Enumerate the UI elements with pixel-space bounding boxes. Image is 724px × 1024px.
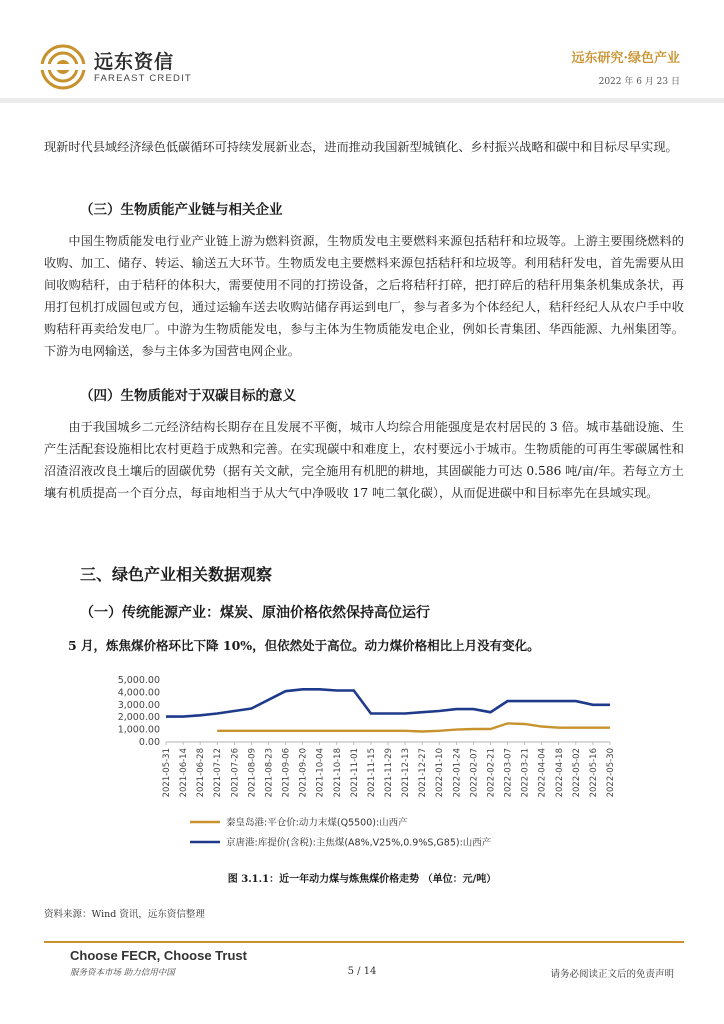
x-tick-label: 2022-04-04: [537, 748, 548, 798]
report-series-tag: 远东研究·绿色产业: [571, 51, 680, 66]
x-tick-label: 2022-04-18: [554, 748, 565, 798]
y-tick-label: 3,000.00: [117, 699, 160, 711]
x-tick-label: 2021-11-01: [349, 748, 360, 798]
heading-traditional-energy: （一）传统能源产业：煤炭、原油价格依然保持高位运行: [80, 605, 430, 621]
footer-slogan: Choose FECR, Choose Trust: [70, 948, 247, 963]
x-tick-label: 2021-09-06: [281, 748, 292, 798]
x-tick-label: 2022-02-21: [486, 748, 497, 798]
x-tick-label: 2022-05-16: [588, 748, 599, 798]
x-tick-label: 2022-03-07: [503, 748, 514, 798]
y-tick-label: 4,000.00: [117, 687, 160, 699]
x-tick-label: 2021-07-26: [230, 748, 241, 798]
y-tick-label: 5,000.00: [117, 675, 160, 686]
paragraph-biomass-chain: 中国生物质能发电行业产业链上游为燃料资源，生物质发电主要燃料来源包括秸秆和垃圾等。上游主要围绕燃料的收购、加工、储存、转运、输送五大环节。生物质发电主要燃料来源包括秸秆和垃圾等。利用秸秆发电，首先需要从田间收购秸秆，由于秸秆的体积大，需要使用不同的打捞设备，之后将秸秆打碎，把打碎后的秸秆用集条机集成条状，再用打包机打成圆包或方包，通过运输车送去收购站储存再运到电厂，参与者多为个体经纪人，秸秆经纪人从农户手中收购秸秆再卖给发电厂。中游为生物质能发电，参与主体为生物质能发电企业，例如长青集团、华西能源、九州集团等。下游为电网输送，参与主体多为国营电网企业。: [44, 234, 684, 358]
y-tick-label: 1,000.00: [117, 724, 160, 736]
x-tick-label: 2021-12-27: [418, 748, 429, 798]
x-tick-label: 2021-11-15: [366, 748, 377, 798]
x-tick-label: 2021-10-04: [315, 748, 326, 798]
x-tick-label: 2021-08-09: [247, 748, 258, 798]
page-number: 5 / 14: [347, 966, 377, 977]
footer-subslogan: 服务资本市场 助力信用中国: [70, 968, 175, 978]
paragraph-intro-end: 现新时代县域经济绿色低碳循环可持续发展新业态，进而推动我国新型城镇化、乡村振兴战略和碳中和目标尽早实现。: [44, 140, 678, 154]
x-tick-label: 2021-12-13: [401, 748, 412, 798]
x-tick-label: 2022-02-07: [469, 748, 480, 798]
x-tick-label: 2022-01-24: [452, 748, 463, 798]
x-tick-label: 2021-11-29: [384, 748, 394, 798]
heading-dual-carbon: （四）生物质能对于双碳目标的意义: [80, 388, 296, 404]
x-tick-label: 2022-01-10: [435, 748, 446, 798]
x-tick-label: 2021-06-28: [196, 748, 207, 798]
footer-divider: [44, 941, 684, 943]
report-date: 2022 年 6 月 23 日: [598, 77, 680, 87]
logo-english-name: FAREAST CREDIT: [94, 73, 192, 84]
disclaimer-note: 请务必阅读正文后的免责声明: [550, 969, 674, 980]
series-line-coking-coal: [166, 689, 610, 716]
coal-price-line-chart: [117, 670, 630, 860]
logo-chinese-name: 远东资信: [94, 51, 175, 73]
section-heading-data-observation: 三、绿色产业相关数据观察: [80, 565, 273, 584]
x-tick-label: 2021-08-23: [264, 748, 275, 798]
series-line-thermal-coal: [217, 723, 610, 731]
x-tick-label: 2021-07-12: [213, 748, 224, 798]
y-tick-label: 0.00: [138, 737, 160, 748]
legend-label: 秦皇岛港:平仓价:动力末煤(Q5500):山西产: [226, 817, 408, 829]
figure-caption: 图 3.1.1：近一年动力煤与炼焦煤价格走势 （单位：元/吨）: [227, 874, 497, 885]
x-tick-label: 2022-05-30: [606, 748, 616, 798]
x-tick-label: 2022-05-02: [571, 748, 582, 798]
coal-price-summary: 5 月，炼焦煤价格环比下降 10%，但依然处于高位。动力煤价格相比上月没有变化。: [68, 638, 540, 653]
heading-biomass-chain: （三）生物质能产业链与相关企业: [80, 202, 283, 218]
header-divider: [0, 98, 724, 103]
paragraph-dual-carbon: 由于我国城乡二元经济结构长期存在且发展不平衡，城市人均综合用能强度是农村居民的 3 倍。城市基础设施、生产生活配套设施相比农村更趋于成熟和完善。在实现碳中和难度上，农村要远小于城市。生物质能的可再生零碳属性和沼渣沼液改良土壤后的固碳优势（据有关文献，完全施用有机肥的耕地，其固碳能力可达 0.586 吨/亩/年。若每立方土壤有机质提高一个百分点，每亩地相当于从大气中净吸收 17 吨二氧化碳），从而促进碳中和目标率先在县域实现。: [44, 420, 684, 500]
y-tick-label: 2,000.00: [117, 712, 160, 724]
legend-label: 京唐港:库提价(含税):主焦煤(A8%,V25%,0.9%S,G85):山西产: [226, 837, 492, 849]
x-tick-label: 2021-05-31: [162, 748, 172, 798]
x-tick-label: 2021-06-14: [179, 748, 190, 798]
x-tick-label: 2021-09-20: [298, 748, 309, 798]
data-source-note: 资料来源：Wind 资讯，远东资信整理: [44, 909, 205, 920]
page-header: [0, 0, 724, 100]
x-tick-label: 2021-10-18: [332, 748, 343, 798]
fareast-logo-icon: [40, 44, 86, 90]
x-tick-label: 2022-03-21: [520, 748, 531, 798]
